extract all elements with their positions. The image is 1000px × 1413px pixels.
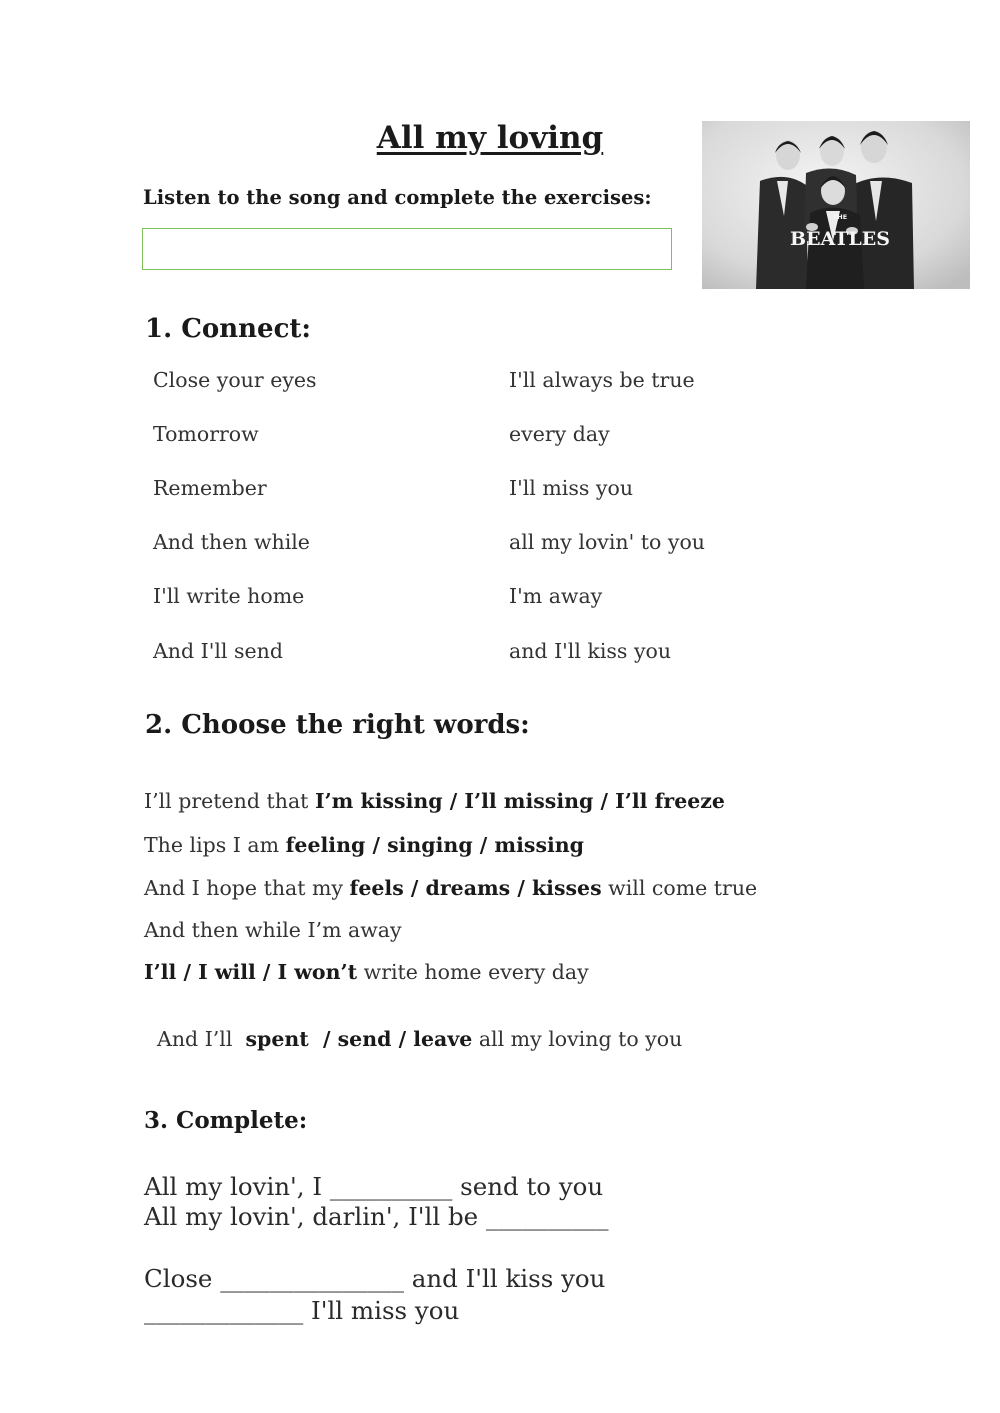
page-title: All my loving	[376, 120, 604, 156]
word-choice[interactable]: spent / send / leave	[245, 1027, 473, 1051]
complete-line[interactable]: _____________ I'll miss you	[144, 1296, 460, 1325]
connect-right-item: I'm away	[509, 584, 603, 608]
svg-text:THE: THE	[832, 213, 848, 221]
connect-left-item: Remember	[153, 476, 267, 500]
choose-line: And I hope that my feels / dreams / kisses will come true	[144, 876, 758, 900]
connect-left-item: I'll write home	[153, 584, 305, 608]
connect-right-item: and I'll kiss you	[509, 639, 672, 663]
connect-right-item: I'll miss you	[509, 476, 634, 500]
word-choice[interactable]: I’ll / I will / I won’t	[144, 960, 358, 984]
answer-input[interactable]	[142, 228, 672, 270]
choose-line: I’ll pretend that I’m kissing / I’ll missing / I’ll freeze	[144, 789, 725, 813]
svg-text:BEATLES: BEATLES	[790, 228, 890, 250]
connect-left-item: Close your eyes	[153, 368, 317, 392]
complete-line[interactable]: All my lovin', darlin', I'll be __________	[144, 1202, 609, 1231]
connect-left-item: Tomorrow	[153, 422, 259, 446]
choose-line: And I’ll spent / send / leave all my loving to you	[157, 1027, 683, 1051]
complete-line[interactable]: Close _______________ and I'll kiss you	[144, 1264, 606, 1293]
section-2-heading: 2. Choose the right words:	[145, 710, 530, 740]
connect-right-item: every day	[509, 422, 610, 446]
connect-left-item: And I'll send	[153, 639, 283, 663]
section-1-heading: 1. Connect:	[145, 314, 312, 344]
beatles-photo	[702, 121, 970, 289]
connect-right-item: I'll always be true	[509, 368, 695, 392]
connect-left-item: And then while	[153, 530, 310, 554]
instruction-text: Listen to the song and complete the exercises:	[143, 186, 652, 209]
choose-line: The lips I am feeling / singing / missing	[144, 833, 585, 857]
word-choice[interactable]: I’m kissing / I’ll missing / I’ll freeze	[314, 789, 725, 813]
choose-line: I’ll / I will / I won’t write home every day	[144, 960, 589, 984]
word-choice[interactable]: feeling / singing / missing	[285, 833, 585, 857]
complete-line[interactable]: All my lovin', I __________ send to you	[144, 1172, 604, 1201]
word-choice[interactable]: feels / dreams / kisses	[349, 876, 602, 900]
section-3-heading: 3. Complete:	[144, 1107, 308, 1134]
choose-line: And then while I’m away	[144, 918, 402, 942]
connect-right-item: all my lovin' to you	[509, 530, 706, 554]
